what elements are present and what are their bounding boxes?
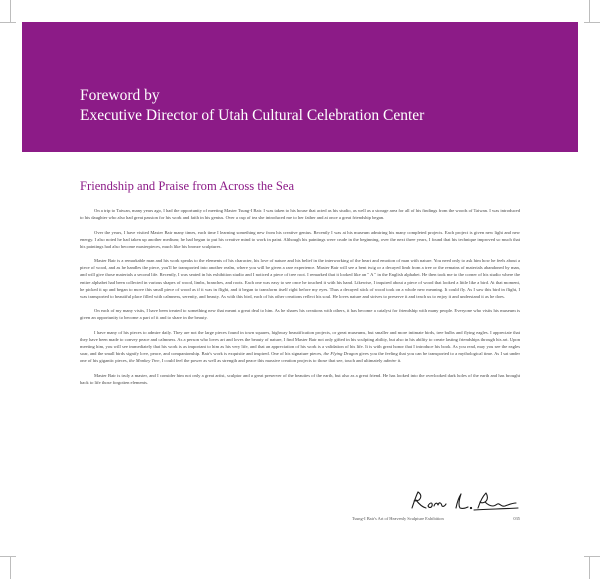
crop-mark (0, 22, 16, 23)
paragraph-6: Master Bair is truly a master, and I consider him not only a great artist, sculptor and a great preserver of the beauties of the earth, but also as a great friend. He has looked into the overlooked dark holes of the earth and has brought back to life those forgotten elements. (80, 372, 520, 385)
monkey-tree-title: the Monkey Tree (129, 358, 160, 364)
paragraph-1: On a trip to Taiwan, many years ago, I had the opportunity of meeting Master Tsung-I Bair. I was taken to his house that acted as his studio, as well as a storage area for all of his findings from the woods of Taiwan. I was introduced to his daughter who also had great passion for his work and faith in his genius. Over a cup of tea she introduced me to her father and at once a great friendship began. (80, 208, 520, 221)
paragraph-5 (80, 329, 520, 365)
paragraph-2: Over the years, I have visited Master Bair many times, each time I learning something new from his creative genius. Recently I was at his museum admiring his many completed projects. Each project is given new light and new energy. I also noted he had taken up another medium; he had begun to put his creative mind to work in paint. Although his paintings were crude in the beginning, over the next three years, I found that his technique improved so much that his paintings had also become masterpieces, much like his bronze sculptures. (80, 229, 520, 249)
title-line-2: Executive Director of Utah Cultural Celebration Center (80, 107, 425, 124)
foreword-body (80, 207, 520, 393)
book-title: Tsung-I Bair's Art of Heavenly Sculpture Exhibition (352, 516, 444, 521)
paragraph-5-part-3: , I could feel the power as well as strength and peace this massive creation projects to those that see, touch and ultimately (159, 358, 384, 364)
paragraph-3: Master Bair is a remarkable man and his work speaks to the elements of his character, his love of nature and his belief in the interworking of the heart and emotion of man with nature. You need only to ask him how he feels about a piece of wood, and as he handles the piece, you'll be transported into another realm, where you will be given a rare experience. Master Bair will see a bent twig or a decayed limb from a tree or the remains of materials abandoned by man, and will give those materials a second life. Recently, I was seated in his exhibition studio and I noticed a piece of tree root. I remarked that it looked like an " A " in the English alphabet. He then took me to the corner of his studio where the entire alphabet had been collected in various shapes of wood, limbs, branches, and roots. Each one was easy to see once he touched it with his hand. Likewise, I inquired about a piece of wood that looked a little like a bird. At that moment, he picked it up and began to move this small piece of wood as if it was in flight, and it began to transform itself right before my eyes. Thus a decayed stick of wood took on a whole new meaning. It could fly. As I saw this bird in flight, I was transported to beautiful place filled with calmness, serenity, and beauty. As with this bird, each of his other creations reflect his soul. He loves nature and strives to preserve it and teach us to enjoy it and understand it as he does. (80, 258, 520, 299)
crop-mark (0, 556, 16, 557)
page-number: 035 (513, 516, 520, 521)
paragraph-5-part-1: I have many of his pieces to admire daily. They are not the large pieces found in town squares, highway beautification projects, or great museums, but smaller and more intimate birds, tree bulbs and flying eagles. I appreciate that they have been made to convey peace and calmness. As a person who loves art and loves the beauty of nature, I find Master Bair not only gifted in his sculpting ability, but also in his ability to create lasting friendships through his art. Upon meeting him, you will see immediately that his work is as important to him as his very life, and that an appreciation of his work is a validation of his life. It is with great honor that I introduce his book. As you read, may you see the eagles soar, and the small birds signify love, peace, and companionship. Bair's work is exquisite and inspired. One of his signature pieces, (80, 329, 520, 357)
crop-mark (584, 556, 600, 557)
paragraph-5-part-4: it. (396, 358, 402, 364)
flying-dragon-title: the Flying Dragon (323, 351, 358, 357)
header-banner (22, 22, 578, 152)
page-title (80, 86, 560, 126)
signature (408, 488, 520, 512)
section-heading: Friendship and Praise from Across the Sea (80, 179, 295, 193)
paragraph-5-part-2: gives you the feeling that you can be transported to a mythological time. As I sat under one of his gigantic pieces, (80, 351, 520, 364)
crop-mark (10, 556, 11, 579)
crop-mark (10, 0, 11, 22)
crop-mark (589, 0, 590, 22)
crop-mark (584, 22, 600, 23)
paragraph-4: On each of my many visits, I have been treated to something new that meant a great deal to him. As he shares his creations with others, it has become a catalyst for friendship with many people. Everyone who visits his museum is given an opportunity to become a part of it and to share in the beauty. (80, 308, 520, 321)
crop-mark (589, 556, 590, 579)
title-line-1: Foreword by (80, 87, 160, 104)
page-footer (352, 516, 520, 521)
admire-emphasis: admire (383, 358, 397, 364)
